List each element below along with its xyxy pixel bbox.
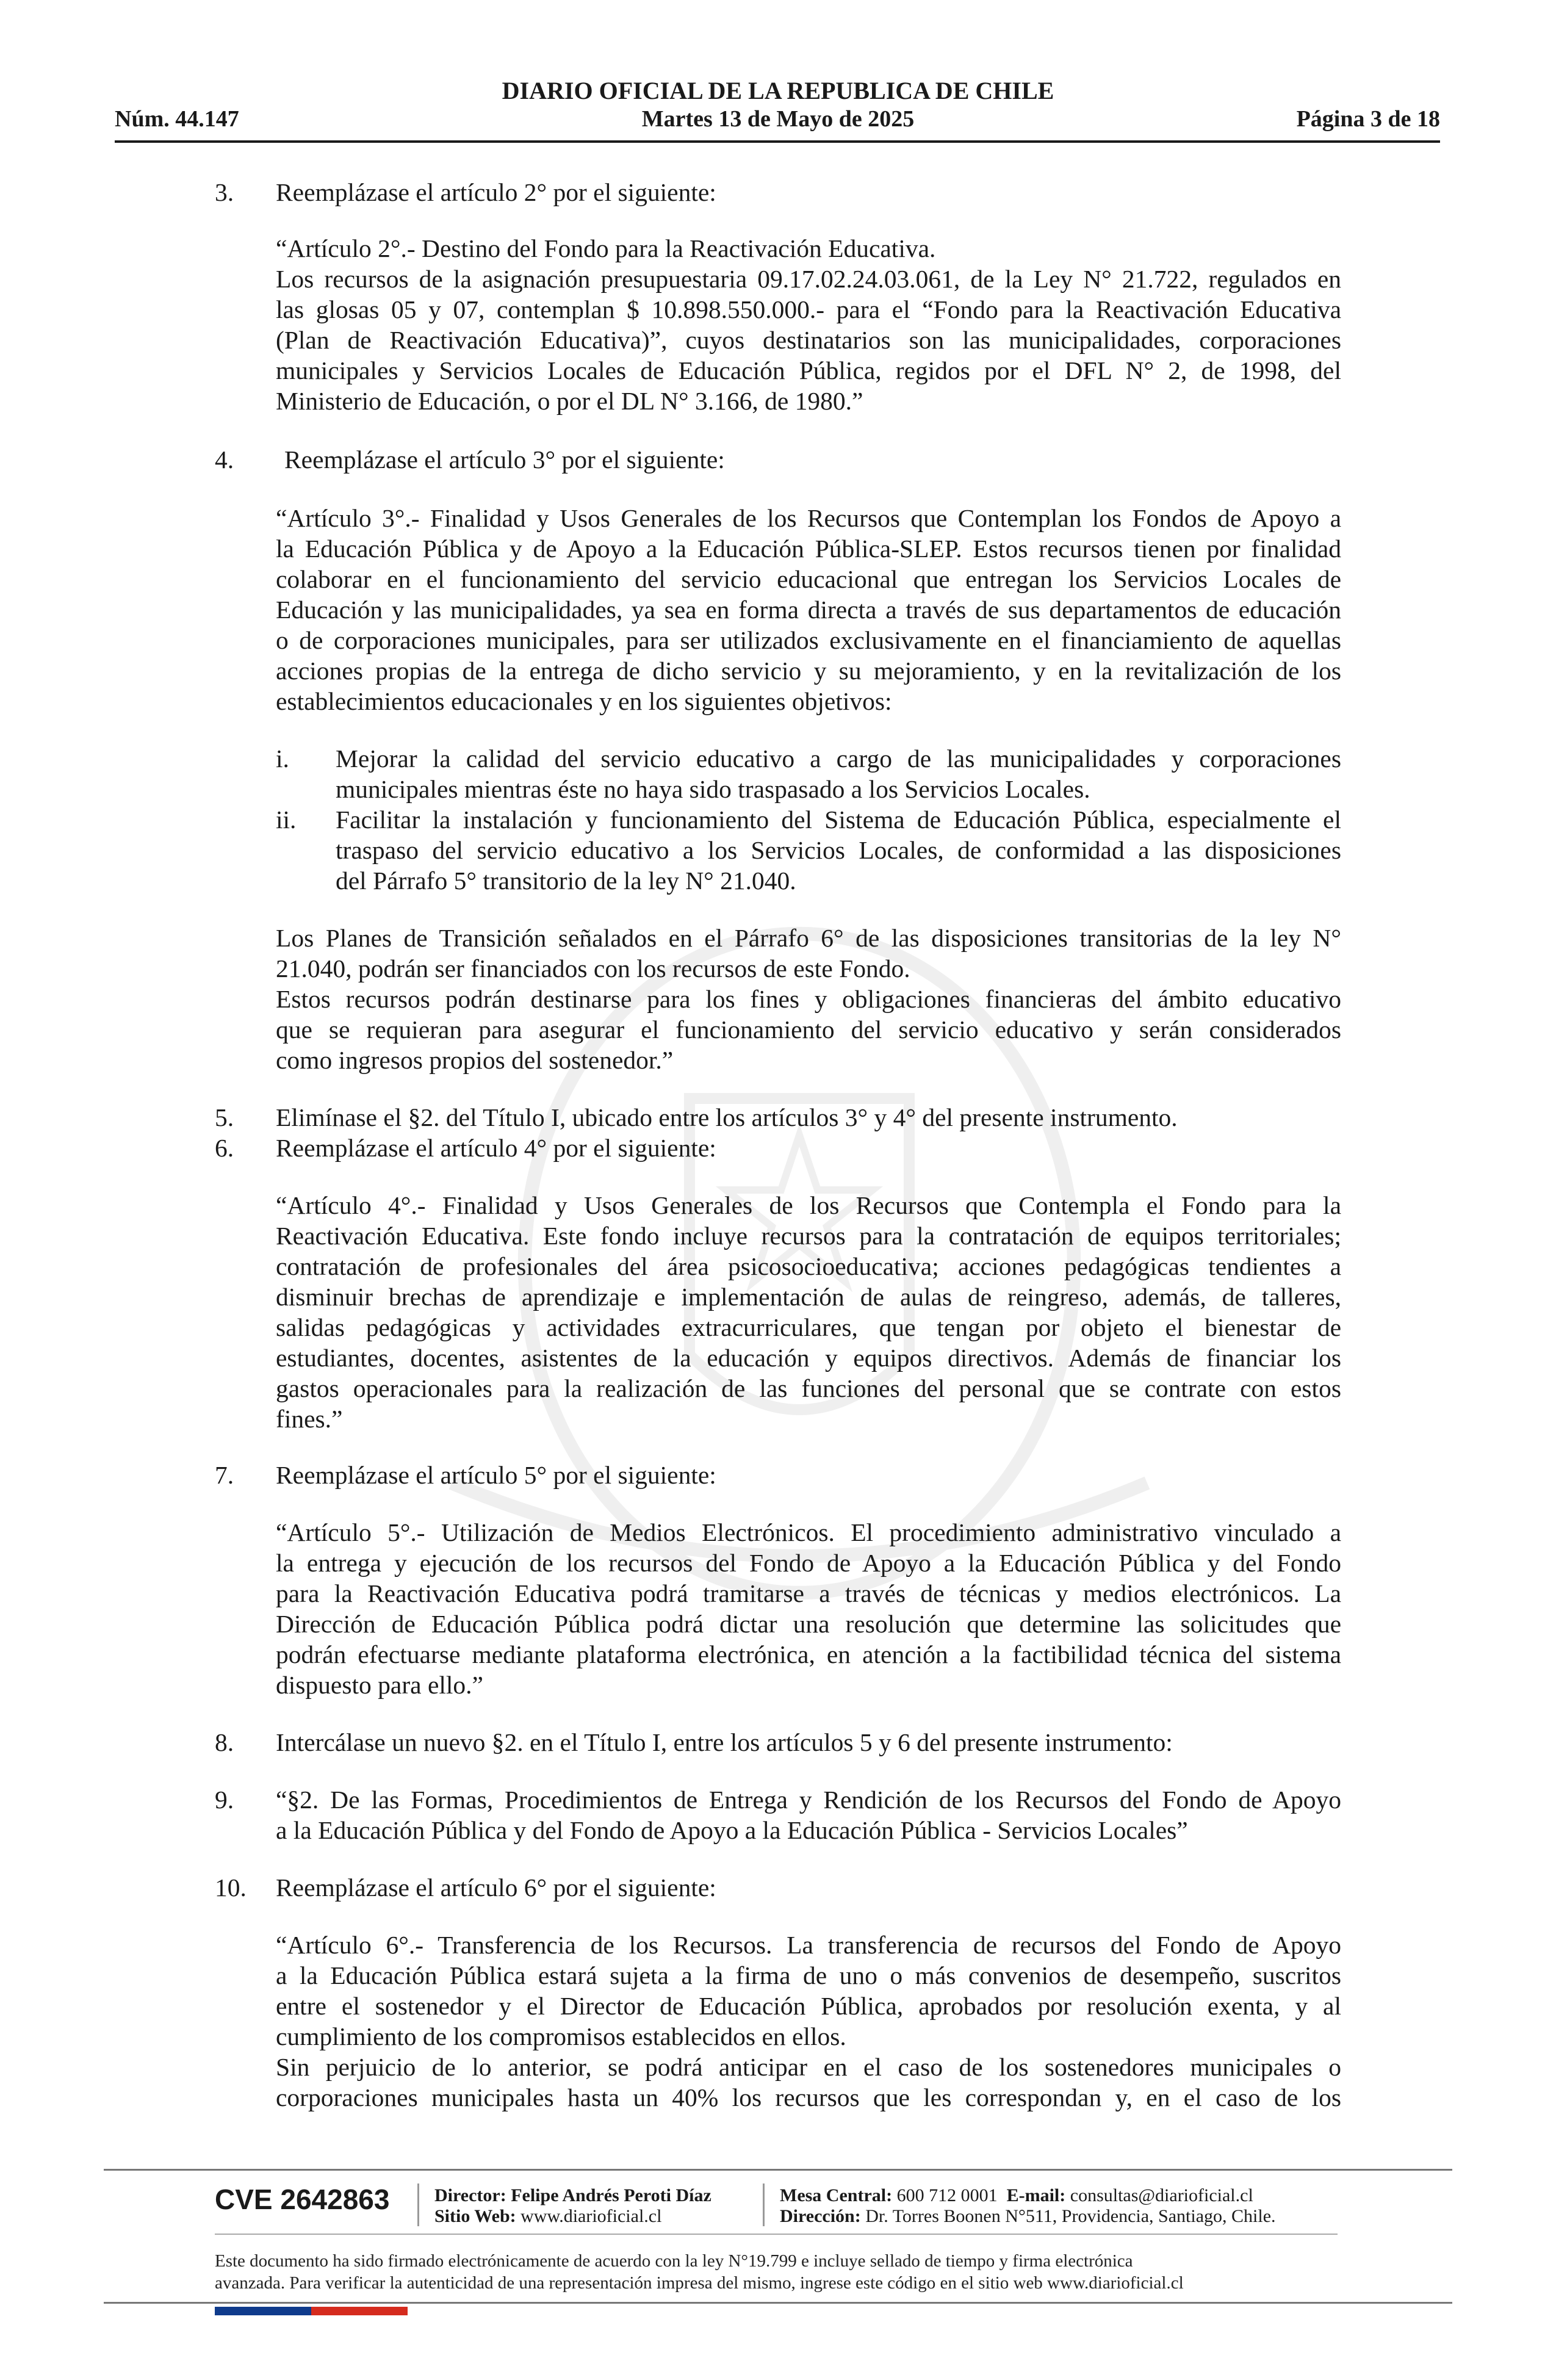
article-line: Reactivación Educativa. Este fondo incluye recursos para la contratación de equipos territoriales; (276, 1222, 1341, 1250)
footer-divider (104, 2169, 1452, 2171)
article-line: Ministerio de Educación, o por el DL N° 3.166, de 1980.” (276, 387, 863, 415)
article-line: a la Educación Pública y del Fondo de Apoyo a la Educación Pública - Servicios Locales” (276, 1816, 1188, 1844)
address-text: Dr. Torres Boonen N°511, Providencia, Santiago, Chile. (865, 2206, 1276, 2226)
director-name: Felipe Andrés Peroti Díaz (511, 2185, 711, 2205)
article-line: “§2. De las Formas, Procedimientos de Entrega y Rendición de los Recursos del Fondo de Apoyo (276, 1786, 1341, 1814)
item-text: Intercálase un nuevo §2. en el Título I, entre los artículos 5 y 6 del presente instrumento: (276, 1728, 1173, 1756)
article-line: Estos recursos podrán destinarse para los fines y obligaciones financieras del ámbito educativo (276, 985, 1341, 1013)
sub-item-line: del Párrafo 5° transitorio de la ley N° 21.040. (336, 867, 796, 895)
article-line: dispuesto para ello.” (276, 1671, 483, 1699)
article-line: que se requieran para asegurar el funcionamiento del servicio educativo y serán considerados (276, 1015, 1341, 1044)
article-line: la Educación Pública y de Apoyo a la Educación Pública-SLEP. Estos recursos tienen por finalidad (276, 535, 1341, 563)
website-label: Sitio Web: (434, 2206, 516, 2226)
address-info (780, 2205, 1276, 2227)
item-intro: Reemplázase el artículo 5° por el siguiente: (276, 1461, 716, 1489)
sub-item-line: traspaso del servicio educativo a los Servicios Locales, de conformidad a las disposiciones (336, 836, 1341, 864)
cve-code: CVE 2642863 (215, 2183, 390, 2215)
item-number: 6. (215, 1134, 234, 1162)
article-line: fines.” (276, 1405, 343, 1433)
sub-item-number: ii. (276, 806, 297, 834)
item-number: 4. (215, 445, 234, 474)
article-line: “Artículo 3°.- Finalidad y Usos Generales de los Recursos que Contemplan los Fondos de Apoyo a (276, 504, 1341, 532)
article-line: “Artículo 6°.- Transferencia de los Recursos. La transferencia de recursos del Fondo de Apoyo (276, 1931, 1341, 1959)
article-line: establecimientos educacionales y en los siguientes objetivos: (276, 687, 892, 715)
mesa-label: Mesa Central: (780, 2185, 893, 2205)
item-number: 5. (215, 1103, 234, 1131)
article-line: Los recursos de la asignación presupuestaria 09.17.02.24.03.061, de la Ley N° 21.722, regulados en (276, 265, 1341, 293)
article-line: a la Educación Pública estará sujeta a la firma de uno o más convenios de desempeño, suscritos (276, 1961, 1341, 1989)
newspaper-title: DIARIO OFICIAL DE LA REPUBLICA DE CHILE (502, 77, 1054, 104)
article-line: Sin perjuicio de lo anterior, se podrá anticipar en el caso de los sostenedores municipales o (276, 2053, 1341, 2081)
article-line: la entrega y ejecución de los recursos del Fondo de Apoyo a la Educación Pública y del Fondo (276, 1549, 1341, 1577)
article-line: municipales y Servicios Locales de Educación Pública, regidos por el DFL N° 2, de 1998, del (276, 356, 1341, 384)
item-number: 3. (215, 178, 234, 206)
issue-date: Martes 13 de Mayo de 2025 (641, 106, 915, 132)
footer-separator (417, 2183, 419, 2226)
signature-note: avanzada. Para verificar la autenticidad de una representación impresa del mismo, ingrese este código en el sitio web www.diarioficial.cl (215, 2273, 1184, 2293)
item-number: 9. (215, 1786, 234, 1814)
footer-divider (215, 2234, 1338, 2235)
item-intro: Reemplázase el artículo 4° por el siguiente: (276, 1134, 716, 1162)
website-link[interactable]: www.diarioficial.cl (520, 2206, 662, 2226)
flag-stripe-red (311, 2307, 408, 2315)
article-line: Educación y las municipalidades, ya sea en forma directa a través de sus departamentos de educación (276, 596, 1341, 624)
article-line: “Artículo 5°.- Utilización de Medios Electrónicos. El procedimiento administrativo vinculado a (276, 1518, 1341, 1546)
article-line: salidas pedagógicas y actividades extracurriculares, que tengan por objeto el bienestar de (276, 1313, 1341, 1341)
article-line: o de corporaciones municipales, para ser utilizados exclusivamente en el financiamiento de aquellas (276, 626, 1341, 654)
item-number: 7. (215, 1461, 234, 1489)
article-line: Los Planes de Transición señalados en el Párrafo 6° de las disposiciones transitorias de la ley N° (276, 924, 1341, 952)
article-line: “Artículo 2°.- Destino del Fondo para la Reactivación Educativa. (276, 234, 936, 262)
article-line: acciones propias de la entrega de dicho servicio y su mejoramiento, y en la revitalización de los (276, 657, 1341, 685)
flag-stripe-blue (215, 2307, 311, 2315)
article-line: para la Reactivación Educativa podrá tramitarse a través de técnicas y medios electrónicos. La (276, 1579, 1341, 1607)
item-number: 8. (215, 1728, 234, 1756)
article-line: corporaciones municipales hasta un 40% los recursos que les correspondan y, en el caso de los (276, 2083, 1341, 2111)
article-line: colaborar en el funcionamiento del servicio educacional que entregan los Servicios Locales de (276, 565, 1341, 593)
article-line: 21.040, podrán ser financiados con los recursos de este Fondo. (276, 954, 910, 983)
signature-note: Este documento ha sido firmado electrónicamente de acuerdo con la ley N°19.799 e incluye sellado de tiempo y firma electrónica (215, 2251, 1133, 2271)
item-intro: Reemplázase el artículo 3° por el siguiente: (284, 445, 725, 474)
contact-info (780, 2185, 1253, 2207)
article-line: contratación de profesionales del área psicosocioeducativa; acciones pedagógicas tendientes a (276, 1252, 1341, 1280)
item-intro: Reemplázase el artículo 6° por el siguiente: (276, 1873, 716, 1902)
footer-divider (104, 2302, 1452, 2304)
page-number: Página 3 de 18 (1296, 106, 1440, 132)
header-divider (115, 140, 1440, 143)
mesa-phone: 600 712 0001 (896, 2185, 998, 2205)
article-line: entre el sostenedor y el Director de Educación Pública, aprobados por resolución exenta, y al (276, 1992, 1341, 2020)
email-link[interactable]: consultas@diarioficial.cl (1070, 2185, 1253, 2205)
issue-number: Núm. 44.147 (115, 106, 239, 132)
email-label: E-mail: (1006, 2185, 1066, 2205)
article-line: (Plan de Reactivación Educativa)”, cuyos destinatarios son las municipalidades, corporaciones (276, 326, 1341, 354)
article-line: “Artículo 4°.- Finalidad y Usos Generales de los Recursos que Contempla el Fondo para la (276, 1191, 1341, 1219)
director-label: Director: (434, 2185, 506, 2205)
address-label: Dirección: (780, 2206, 861, 2226)
article-line: podrán efectuarse mediante plataforma electrónica, en atención a la factibilidad técnica del sistema (276, 1640, 1341, 1668)
director-info (434, 2185, 711, 2207)
website-info (434, 2205, 661, 2227)
sub-item-number: i. (276, 745, 289, 773)
sub-item-line: municipales mientras éste no haya sido traspasado a los Servicios Locales. (336, 775, 1090, 803)
item-text: Elimínase el §2. del Título I, ubicado entre los artículos 3° y 4° del presente instrumento. (276, 1103, 1178, 1131)
article-line: disminuir brechas de aprendizaje e implementación de aulas de reingreso, además, de talleres, (276, 1283, 1341, 1311)
sub-item-line: Facilitar la instalación y funcionamiento del Sistema de Educación Pública, especialmente el (336, 806, 1341, 834)
article-line: cumplimiento de los compromisos establecidos en ellos. (276, 2022, 846, 2050)
item-intro: Reemplázase el artículo 2° por el siguiente: (276, 178, 716, 206)
sub-item-line: Mejorar la calidad del servicio educativo a cargo de las municipalidades y corporaciones (336, 745, 1341, 773)
article-line: gastos operacionales para la realización de las funciones del personal que se contrate con estos (276, 1374, 1341, 1402)
item-number: 10. (215, 1873, 247, 1902)
article-line: estudiantes, docentes, asistentes de la educación y equipos directivos. Además de financiar los (276, 1344, 1341, 1372)
article-line: las glosas 05 y 07, contemplan $ 10.898.550.000.- para el “Fondo para la Reactivación Educativa (276, 295, 1341, 323)
footer-separator (763, 2183, 765, 2226)
article-line: como ingresos propios del sostenedor.” (276, 1046, 674, 1074)
article-line: Dirección de Educación Pública podrá dictar una resolución que determine las solicitudes que (276, 1610, 1341, 1638)
